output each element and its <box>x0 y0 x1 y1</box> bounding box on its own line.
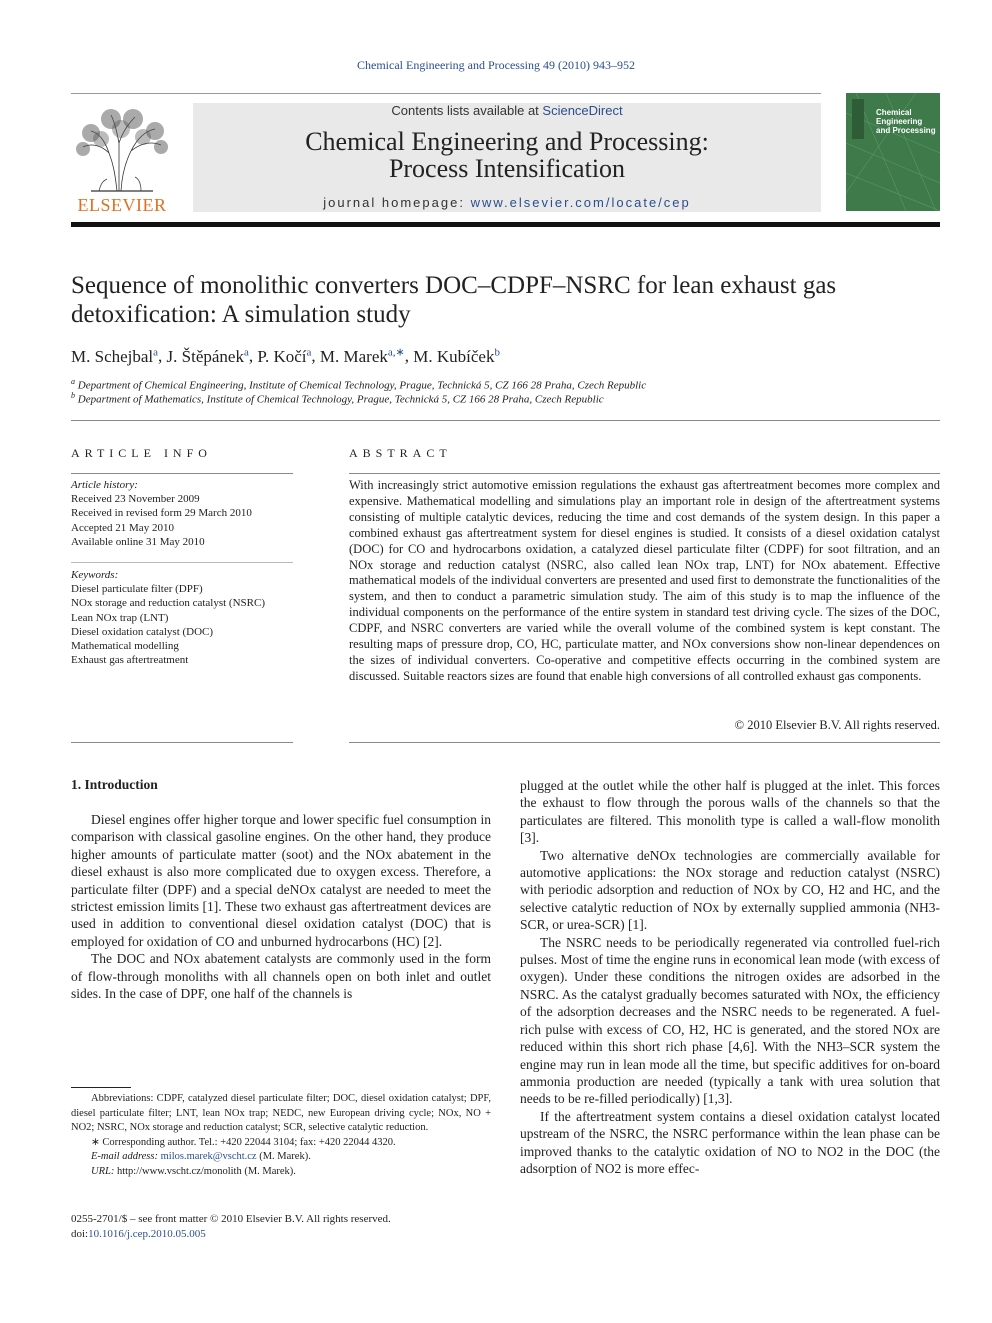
abstract-heading: ABSTRACT <box>349 446 452 460</box>
elsevier-logo[interactable] <box>71 103 173 215</box>
paragraph: Diesel engines offer higher torque and lower specific fuel consumption in comparison with classical gasoline engines. On the other hand, they produce higher amounts of particulate matter (soot) and the NOx abatement in the diesel exhaust is also more complicated due to oxygen excess. Therefore, a particulate filter (DPF) and a special deNOx catalyst are needed to meet the strictest emission limits [1]. These two exhaust gas aftertreatment devices are used in addition to conventional diesel oxidation catalyst (DOC) that is employed for oxidation of CO and unburned hydrocarbons (HC) [2]. <box>71 812 491 949</box>
email-footnote: E-mail address: milos.marek@vscht.cz (M. Marek). <box>91 1151 311 1162</box>
journal-title-line1: Chemical Engineering and Processing: <box>305 127 709 156</box>
corresponding-footnote: ∗ Corresponding author. Tel.: +420 22044 3104; fax: +420 22044 4320. <box>91 1136 396 1148</box>
homepage-link[interactable]: www.elsevier.com/locate/cep <box>470 195 691 210</box>
abbreviations-footnote: Abbreviations: CDPF, catalyzed diesel particulate filter; DOC, diesel oxidation catalyst; DPF, diesel particulate filter; LNT, lean NOx trap; NEDC, new European driving cycle; NOx, NO + NO2; NSRC, NOx storage and reduction catalyst; SCR, selective catalytic reduction. <box>71 1093 491 1133</box>
url-link[interactable]: http://www.vscht.cz/monolith (M. Marek). <box>116 1165 296 1177</box>
divider <box>349 742 940 743</box>
paragraph: The DOC and NOx abatement catalysts are commonly used in the form of flow-through monoliths with all channels open on both inlet and outlet sides. In the case of DPF, one half of the channels is <box>71 951 491 1002</box>
header-rule <box>71 93 821 94</box>
paragraph: Two alternative deNOx technologies are commercially available for automotive applications: the NOx storage and reduction catalyst (NSRC) with periodic adsorption and reduction of NOx by CO, H2 and HC, and the selective catalytic reduction of NOx by externally supplied ammonia (NH3-SCR, or urea-SCR) [1]. <box>520 847 940 933</box>
history-item: Accepted 21 May 2010 <box>71 521 174 534</box>
journal-homepage <box>193 195 821 210</box>
author[interactable]: M. Schejbal$^a$ <box>71 346 159 366</box>
contents-prefix: Contents lists available at <box>391 103 543 118</box>
history-item: Available online 31 May 2010 <box>71 535 205 548</box>
author[interactable]: M. Marek$^{a,∗}$ <box>319 346 405 366</box>
abstract-text: With increasingly strict automotive emission regulations the exhaust gas aftertreatment becomes more complex and expensive. Mathematical modelling and simulations play an important role in design of the aftertreatment systems consisting of multiple catalytic devices, reducing the time and cost demands of the system design. In this paper a combined exhaust gas aftertreatment system for diesel engines is studied. It consists of a diesel oxidation catalyst (DOC) for CO and hydrocarbons oxidation, a catalyzed diesel particulate filter (CDPF) for soot filtration, and an NOx storage and reduction catalyst (NSRC, also called lean NOx trap, LNT) for NOx abatement. Effective mathematical models of the individual converters are presented and used first to demonstrate the functionalities of the system, and then to conduct a parametric simulation study. The aim of this study is to map the influence of the individual components on the performance of the entire system in standard test driving cycle. The sizes of the DOC, CDPF, and NSRC converters are varied while the overall volume of the combined system is kept constant. The resulting maps of pressure drop, CO, HC, particulate matter, and NOx conversions show non-linear dependences on the sizes of individual converters. Co-operative and competitive effects occurring in the combined system are discussed. Suitable reactors sizes are found that enable high conversions of all controlled exhaust gas components. <box>349 478 940 683</box>
keyword: Lean NOx trap (LNT) <box>71 611 169 624</box>
sciencedirect-link[interactable]: ScienceDirect <box>542 103 623 118</box>
divider <box>349 473 940 474</box>
url-footnote: URL: http://www.vscht.cz/monolith (M. Marek). <box>91 1165 296 1177</box>
email-link[interactable]: milos.marek@vscht.cz <box>160 1151 257 1162</box>
left-column <box>71 811 491 1002</box>
keywords <box>71 568 293 667</box>
abstract-copyright: © 2010 Elsevier B.V. All rights reserved. <box>734 718 940 732</box>
header-thick-rule <box>71 222 940 227</box>
journal-title <box>193 128 821 182</box>
bottom-info <box>71 1212 391 1242</box>
paragraph: plugged at the outlet while the other half is plugged at the inlet. This forces the exhaust to flow through the porous walls of the channels so that the particulates are filtered. This monolith type is called a wall-flow monolith [3]. <box>520 778 940 846</box>
author[interactable]: P. Kočí$^a$ <box>257 346 312 366</box>
article-title: Sequence of monolithic converters DOC–CDPF–NSRC for lean exhaust gas detoxification: A simulation study <box>71 272 837 328</box>
divider <box>71 420 940 421</box>
divider <box>71 473 293 474</box>
keyword: Exhaust gas aftertreatment <box>71 654 189 667</box>
paragraph: If the aftertreatment system contains a diesel oxidation catalyst located upstream of the NSRC, the NSRC performance within the lean phase can be improved thanks to the catalytic oxidation of NO to NO2 in the DOC (the adsorption of NO2 is more effec- <box>520 1108 940 1176</box>
keyword: Diesel oxidation catalyst (DOC) <box>71 625 214 638</box>
keyword: Diesel particulate filter (DPF) <box>71 583 203 596</box>
author[interactable]: J. Štěpánek$^a$ <box>166 346 249 366</box>
right-column <box>520 777 940 1177</box>
homepage-prefix: journal homepage: <box>323 195 471 210</box>
history-label: Article history: <box>71 479 138 491</box>
article-history <box>71 478 293 549</box>
keyword: NOx storage and reduction catalyst (NSRC) <box>71 597 265 610</box>
doi-link[interactable]: 10.1016/j.cep.2010.05.005 <box>88 1228 206 1240</box>
journal-citation[interactable]: Chemical Engineering and Processing 49 (2010) 943–952 <box>357 58 635 72</box>
author-list: M. Schejbal$^a$, J. Štěpánek$^a$, P. Kočí$^a$, M. Marek$^{a,∗}$, M. Kubíček$^b$ <box>71 346 500 366</box>
footnotes <box>71 1092 491 1179</box>
cover-title: Chemical Engineering and Processing <box>876 108 936 135</box>
author[interactable]: M. Kubíček$^b$ <box>413 346 500 366</box>
journal-title-line2: Process Intensification <box>388 154 626 183</box>
divider <box>71 562 293 563</box>
doi-line: doi:10.1016/j.cep.2010.05.005 <box>71 1228 206 1240</box>
publisher-name: ELSEVIER <box>77 195 167 215</box>
keywords-label: Keywords: <box>71 569 119 581</box>
divider <box>71 742 293 743</box>
keyword: Mathematical modelling <box>71 640 179 653</box>
affiliation-a: $^a$ Department of Chemical Engineering, Institute of Chemical Technology, Prague, Technická 5, CZ 166 28 Praha, Czech Republic <box>71 377 647 392</box>
issn-line: 0255-2701/$ – see front matter © 2010 Elsevier B.V. All rights reserved. <box>71 1213 391 1225</box>
history-item: Received in revised form 29 March 2010 <box>71 507 252 520</box>
contents-line <box>193 103 821 118</box>
article-info-heading: ARTICLE INFO <box>71 446 212 460</box>
history-item: Received 23 November 2009 <box>71 493 200 506</box>
paragraph: The NSRC needs to be periodically regenerated via controlled fuel-rich pulses. Most of time the engine runs in economical lean mode (with excess of oxygen). Under these conditions the nitrogen oxides are adsorbed in the NSRC. As the catalyst gradually becomes saturated with NOx, the efficiency of the adsorption decreases and the NSRC needs to be regenerated. A fuel-rich pulse with excess of CO, H2, HC is generated, and the stored NOx are reduced within this short rich phase [4,6]. With the NH3–SCR system the engine may run in lean mode all the time, but specific additives for on-board ammonia production are needed (typically a tank with urea solution that needs to be re-filled periodically) [1,3]. <box>520 934 940 1107</box>
section-heading: 1. Introduction <box>71 777 158 792</box>
footnote-rule <box>71 1087 131 1088</box>
affiliation-b: $^b$ Department of Mathematics, Institute of Chemical Technology, Prague, Technická 5, CZ 166 28 Praha, Czech Republic <box>71 391 604 406</box>
